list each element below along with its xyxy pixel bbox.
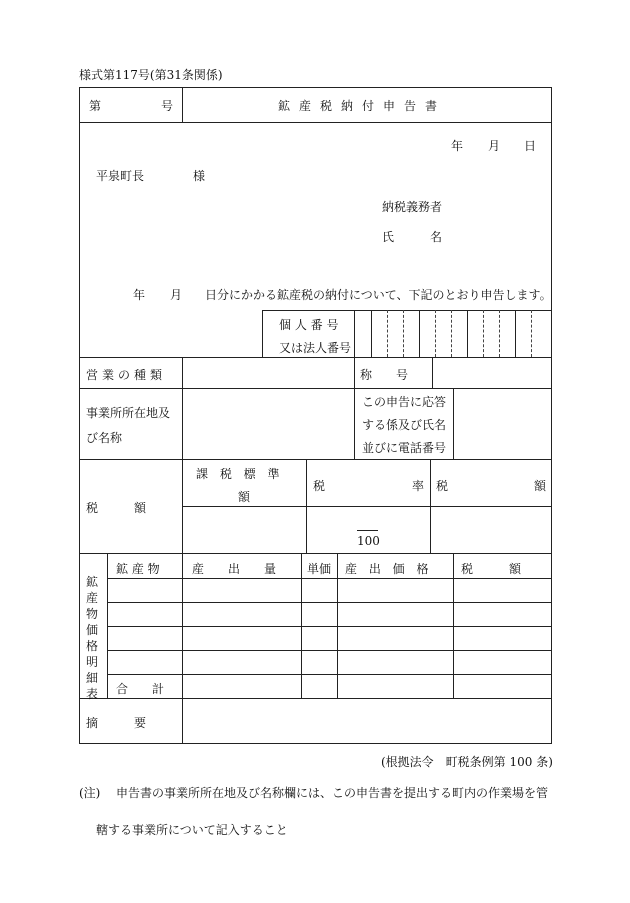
tax-base-line1: 課 税 標 準 [196,467,284,481]
col-divider [432,357,433,388]
col-divider [453,553,454,698]
note-line2: 轄する事業所について記入すること [96,823,288,837]
digit-divider [387,310,388,357]
col-divider [453,388,454,459]
note-line1: 申告書の事業所所在地及び名称欄には、この申告書を提出する町内の作業場を管 [116,786,549,800]
rate-denominator: 100 [357,534,380,548]
row-divider [79,122,552,123]
col-divider [262,310,263,357]
col-divider [354,388,355,459]
digit-divider [499,310,500,357]
number-label: 第 号 [89,99,174,113]
contact-label-line2: する係及び氏名 [362,418,447,432]
row-divider [182,506,552,507]
tax-amount-label: 税 [436,479,449,493]
row-divider [107,674,552,675]
col-divider [182,553,183,698]
col-divider [182,459,183,553]
col-divider [107,553,108,698]
office-label-line1: 事業所所在地及 [86,406,171,420]
corporate-number-label: 又は法人番号 [279,341,352,355]
col-divider [430,459,431,553]
col-unit-price: 単価 [307,562,332,576]
tax-rate-label: 税 [313,479,326,493]
row-divider [79,459,552,460]
row-divider [107,626,552,627]
taxpayer-label: 納税義務者 [382,200,443,214]
tax-rate-label2: 率 [412,479,425,493]
date-year: 年 [451,139,464,153]
form-reference: 様式第117号(第31条関係) [79,68,223,82]
digit-divider [515,310,516,357]
row-divider [79,357,552,358]
col-divider [354,310,355,357]
business-type-label: 営業の種類 [86,368,167,382]
detail-side-label: 鉱産物価格明細表 [85,575,98,701]
honorific: 様 [193,169,206,183]
col-divider [182,357,183,459]
col-divider [354,357,355,388]
row-divider [107,578,552,579]
fraction-bar [357,530,378,531]
col-tax: 税 額 [461,562,522,576]
row-divider [79,553,552,554]
col-divider [337,553,338,698]
digit-divider [403,310,404,357]
digit-divider [483,310,484,357]
digit-divider [435,310,436,357]
date-month: 月 [488,139,501,153]
contact-label-line1: この申告に応答 [362,395,447,409]
legal-basis: (根拠法令 町税条例第 100 条) [381,755,553,769]
office-label-line2: び名称 [86,431,123,445]
total-label: 合 計 [116,682,165,696]
digit-divider [451,310,452,357]
taxpayer-name-label: 氏 名 [382,230,443,244]
digit-divider [467,310,468,357]
row-divider [107,602,552,603]
date-day: 日 [524,139,537,153]
col-quantity: 産 出 量 [192,562,277,576]
individual-number-label: 個 人 番 号 [279,318,339,332]
col-divider [182,87,183,122]
form-title: 鉱産税納付申告書 [278,99,447,113]
tax-base-line2: 額 [238,490,251,504]
row-divider [79,698,552,699]
remarks-label: 摘 要 [86,716,147,730]
col-divider [182,698,183,744]
row-divider [262,310,552,311]
statement-year: 年 [133,288,146,302]
tax-label: 税 額 [86,501,147,515]
row-divider [79,388,552,389]
statement-month: 月 [170,288,183,302]
trade-name-label: 称 号 [360,368,409,382]
digit-divider [371,310,372,357]
col-value: 産 出 価 格 [345,562,433,576]
col-mineral: 鉱 産 物 [116,562,160,576]
col-divider [306,459,307,553]
statement-text: 日分にかかる鉱産税の納付について、下記のとおり申告します。 [205,288,552,302]
digit-divider [419,310,420,357]
mayor-label: 平泉町長 [96,169,145,183]
digit-divider [531,310,532,357]
row-divider [107,650,552,651]
tax-amount-label2: 額 [534,479,547,493]
contact-label-line3: 並びに電話番号 [362,441,447,455]
col-divider [301,553,302,698]
note-marker: (注) [79,786,101,800]
